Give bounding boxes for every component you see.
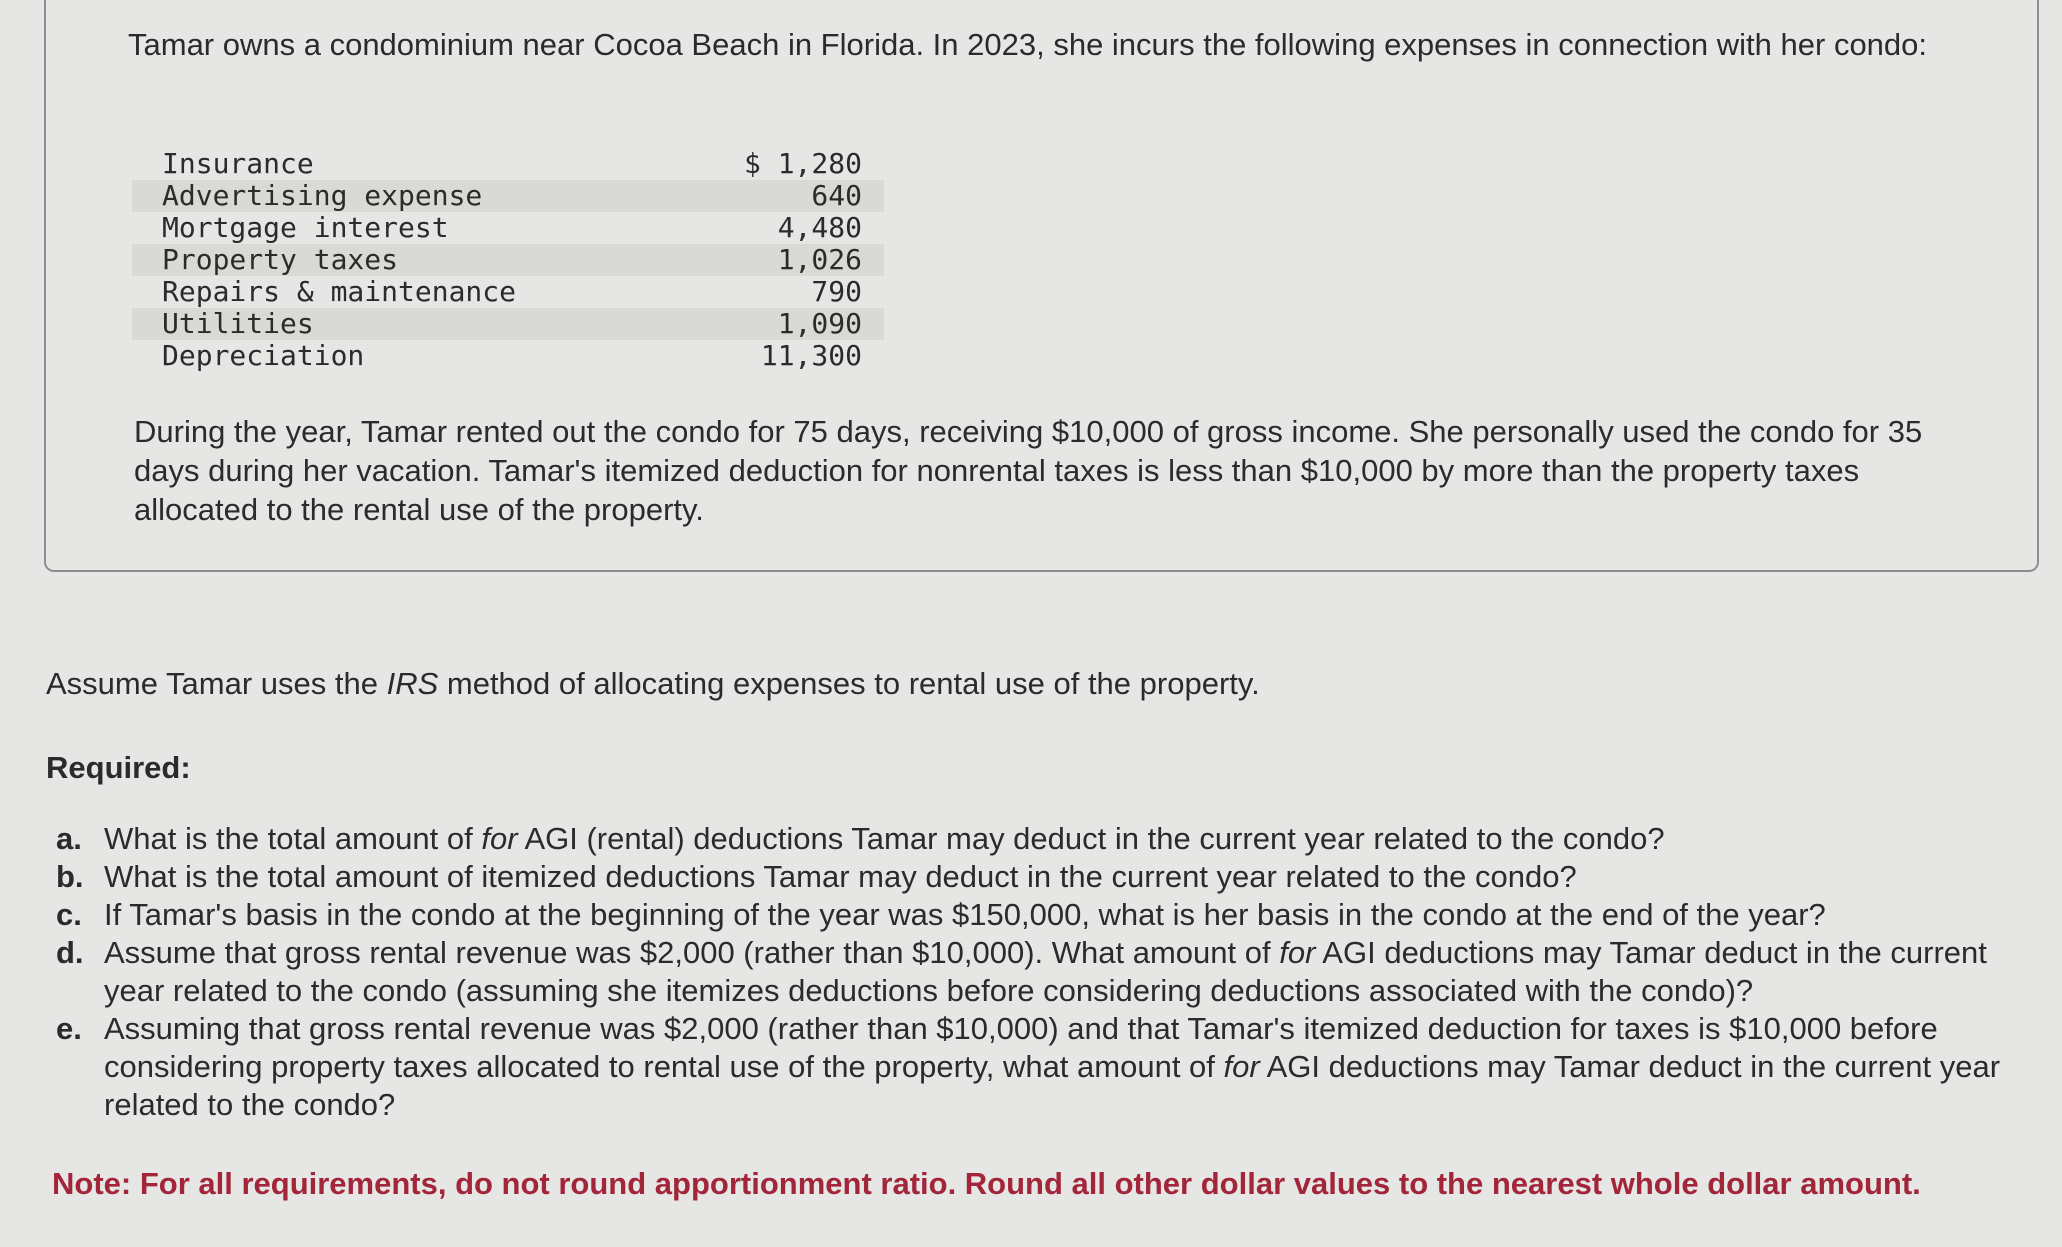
question-text	[104, 858, 2026, 896]
question-text-start: What is the total amount of	[104, 821, 482, 856]
question-text-start: If Tamar's basis in the condo at the beginning of the year was $150,000, what is her basis in the condo at the end of the year?	[104, 897, 1826, 932]
rental-paragraph: During the year, Tamar rented out the condo for 75 days, receiving $10,000 of gross income. She personally used the condo for 35 days during her vacation. Tamar's itemized deduction for nonrental taxes is less than $10,000 by more than the property taxes allocated to the rental use of the property.	[134, 414, 1923, 527]
expense-amount: 1,026	[777, 243, 862, 276]
question-text-end: AGI deductions may Tamar deduct in the current year related to the condo (assuming she itemizes deductions before considering deductions associated with the condo)?	[104, 935, 1987, 1008]
expense-amount: $ 1,280	[743, 147, 862, 180]
table-row	[132, 212, 884, 244]
question-letter: d.	[56, 935, 84, 970]
expense-amount: 640	[811, 179, 862, 212]
expense-amount: 790	[811, 275, 862, 308]
table-row	[132, 340, 884, 372]
required-heading: Required:	[46, 750, 191, 785]
question-text-start: Assuming that gross rental revenue was $2,000 (rather than $10,000) and that Tamar's itemized deduction for taxes is $10,000 before considering property taxes allocated to rental use of the property, what amount of	[104, 1011, 1938, 1084]
table-row	[132, 148, 884, 180]
expense-amount: 11,300	[760, 339, 862, 372]
question-text-start: What is the total amount of itemized deductions Tamar may deduct in the current year related to the condo?	[104, 859, 1577, 894]
question-text	[104, 1010, 2026, 1124]
table-row	[132, 244, 884, 276]
expense-amount: 1,090	[777, 307, 862, 340]
assumption-text-end: method of allocating expenses to rental use of the property.	[438, 666, 1260, 701]
question-item	[56, 820, 2026, 858]
question-text-end: AGI (rental) deductions Tamar may deduct in the current year related to the condo?	[517, 821, 1665, 856]
question-letter: c.	[56, 897, 82, 932]
expense-label: Mortgage interest	[162, 211, 449, 244]
question-text	[104, 934, 2026, 1010]
question-letter: a.	[56, 821, 82, 856]
question-item	[56, 896, 2026, 934]
assumption-text	[46, 664, 1260, 704]
expense-label: Insurance	[162, 147, 314, 180]
expense-label: Property taxes	[162, 243, 399, 276]
expense-label: Depreciation	[162, 339, 365, 372]
question-letter: b.	[56, 859, 84, 894]
question-letter: e.	[56, 1011, 82, 1046]
rounding-note: Note: For all requirements, do not round apportionment ratio. Round all other dollar values to the nearest whole dollar amount.	[52, 1166, 1921, 1201]
expense-label: Repairs & maintenance	[162, 275, 517, 308]
question-text-italic: for	[1279, 935, 1316, 970]
question-text	[104, 820, 2026, 858]
table-row	[132, 180, 884, 212]
question-text-start: Assume that gross rental revenue was $2,000 (rather than $10,000). What amount of	[104, 935, 1280, 970]
question-item	[56, 934, 2026, 1010]
question-text-italic: for	[1223, 1049, 1260, 1084]
assumption-text-start: Assume Tamar uses the	[46, 666, 387, 701]
question-text-italic: for	[481, 821, 518, 856]
expense-label: Utilities	[162, 307, 314, 340]
table-row	[132, 308, 884, 340]
table-row	[132, 276, 884, 308]
expense-table	[132, 148, 884, 372]
question-list	[56, 820, 2026, 1124]
expense-label: Advertising expense	[162, 179, 483, 212]
question-text	[104, 896, 2026, 934]
problem-intro: Tamar owns a condominium near Cocoa Beach in Florida. In 2023, she incurs the following expenses in connection with her condo:	[128, 27, 1928, 62]
question-item	[56, 858, 2026, 896]
question-text-end: AGI deductions may Tamar deduct in the current year related to the condo?	[104, 1049, 2001, 1122]
assumption-text-italic: IRS	[386, 666, 439, 701]
expense-amount: 4,480	[777, 211, 862, 244]
question-item	[56, 1010, 2026, 1124]
